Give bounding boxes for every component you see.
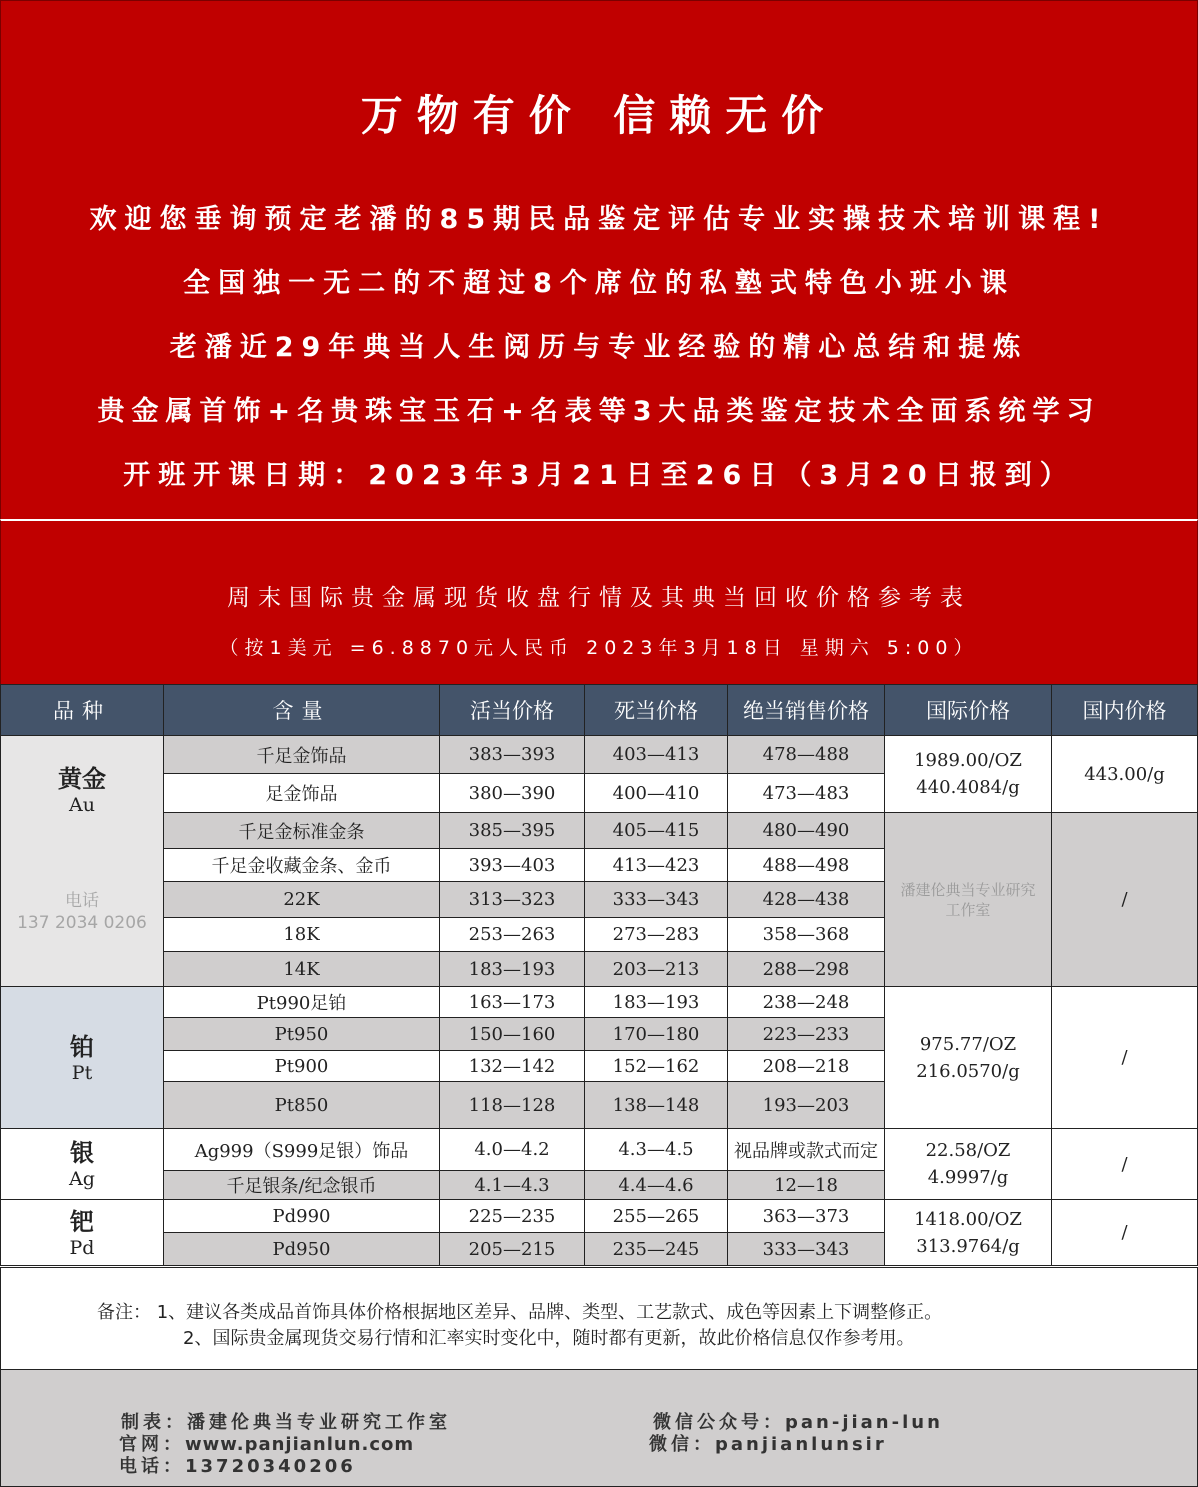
cell-live: 163—173 — [440, 987, 585, 1018]
footer-tel-value: 13720340206 — [185, 1456, 356, 1477]
category-platinum — [1, 987, 164, 1129]
cell-sale: 333—343 — [728, 1233, 885, 1266]
cell-live: 383—393 — [440, 736, 585, 774]
cell-intl — [885, 1129, 1052, 1200]
category-symbol: Pd — [69, 1236, 95, 1259]
cell-dead: 235—245 — [585, 1233, 728, 1266]
category-name: 铂 — [70, 1032, 94, 1061]
cell-sale: 428—438 — [728, 882, 885, 918]
header-variety: 品种 — [1, 685, 164, 736]
cell-dead: 255—265 — [585, 1200, 728, 1233]
cell-dead: 413—423 — [585, 849, 728, 882]
cell-content: 18K — [164, 918, 440, 952]
table-row — [1, 813, 1198, 849]
cell-sale: 193—203 — [728, 1082, 885, 1129]
cell-domestic: / — [1052, 813, 1198, 987]
table-title: 周末国际贵金属现货收盘行情及其典当回收价格参考表 — [227, 585, 971, 611]
footer-maker-label: 制表： — [121, 1412, 187, 1433]
cell-dead: 4.4—4.6 — [585, 1171, 728, 1200]
promo-line-3: 老潘近29年典当人生阅历与专业经验的精心总结和提炼 — [169, 332, 1029, 363]
cell-live: 385—395 — [440, 813, 585, 849]
cell-dead: 138—148 — [585, 1082, 728, 1129]
cell-live: 393—403 — [440, 849, 585, 882]
note-line-2: 2、国际贵金属现货交易行情和汇率实时变化中，随时都有更新，故此价格信息仅作参考用。 — [183, 1328, 915, 1349]
price-table — [0, 684, 1198, 1266]
promo-line-5: 开班开课日期：2023年3月21日至26日（3月20日报到） — [123, 460, 1075, 491]
table-row — [1, 987, 1198, 1018]
cell-content: Pd990 — [164, 1200, 440, 1233]
promo-banner — [0, 0, 1198, 520]
header-sale-price: 绝当销售价格 — [728, 685, 885, 736]
cell-sale: 488—498 — [728, 849, 885, 882]
promo-line-1: 欢迎您垂询预定老潘的85期民品鉴定评估专业实操技术培训课程! — [89, 204, 1109, 235]
footer-site-label: 官网： — [119, 1434, 185, 1455]
cell-intl — [885, 1200, 1052, 1266]
slogan: 万物有价 信赖无价 — [360, 91, 838, 140]
category-name: 银 — [70, 1139, 94, 1167]
cell-domestic: / — [1052, 1129, 1198, 1200]
footer-tel-label: 电话： — [119, 1456, 185, 1477]
cell-sale: 视品牌或款式而定 — [728, 1129, 885, 1171]
cell-content: 足金饰品 — [164, 774, 440, 813]
intl-g: 313.9764/g — [916, 1235, 1020, 1257]
cell-sale: 358—368 — [728, 918, 885, 952]
cell-sale: 288—298 — [728, 952, 885, 987]
category-symbol: Pt — [71, 1061, 93, 1084]
category-symbol: Ag — [69, 1168, 95, 1190]
cell-intl — [885, 736, 1052, 813]
table-row — [1, 1129, 1198, 1171]
cell-live: 132—142 — [440, 1051, 585, 1082]
cell-sale: 473—483 — [728, 774, 885, 813]
cell-live: 4.0—4.2 — [440, 1129, 585, 1171]
intl-oz: 22.58/OZ — [925, 1140, 1011, 1161]
cell-sale: 238—248 — [728, 987, 885, 1018]
footer-site-link[interactable]: www.panjianlun.com — [185, 1434, 415, 1455]
footer-wechat — [649, 1430, 887, 1456]
cell-content: Pt900 — [164, 1051, 440, 1082]
cell-dead: 405—415 — [585, 813, 728, 849]
table-title-band — [0, 519, 1198, 686]
footer-wechat-public-value: pan-jian-lun — [785, 1412, 943, 1433]
intl-oz: 1989.00/OZ — [914, 750, 1022, 771]
notes-box — [0, 1267, 1198, 1370]
phone-label: 电话 — [65, 891, 99, 911]
cell-sale: 363—373 — [728, 1200, 885, 1233]
cell-content: 千足金标准金条 — [164, 813, 440, 849]
cell-intl-watermark — [885, 813, 1052, 987]
cell-sale: 12—18 — [728, 1171, 885, 1200]
cell-content: Ag999（S999足银）饰品 — [164, 1129, 440, 1171]
intl-g: 4.9997/g — [927, 1167, 1009, 1188]
cell-live: 118—128 — [440, 1082, 585, 1129]
cell-content: Pt950 — [164, 1018, 440, 1051]
cell-dead: 170—180 — [585, 1018, 728, 1051]
category-palladium — [1, 1200, 164, 1266]
cell-content: Pd950 — [164, 1233, 440, 1266]
category-gold — [1, 736, 164, 987]
header-intl-price: 国际价格 — [885, 685, 1052, 736]
cell-sale: 478—488 — [728, 736, 885, 774]
cell-live: 313—323 — [440, 882, 585, 918]
cell-sale: 480—490 — [728, 813, 885, 849]
cell-domestic: 443.00/g — [1052, 736, 1198, 813]
category-name: 钯 — [70, 1207, 94, 1236]
cell-sale: 208—218 — [728, 1051, 885, 1082]
cell-live: 205—215 — [440, 1233, 585, 1266]
header-live-price: 活当价格 — [440, 685, 585, 736]
cell-domestic: / — [1052, 1200, 1198, 1266]
cell-content: 千足金饰品 — [164, 736, 440, 774]
cell-content: Pt990足铂 — [164, 987, 440, 1018]
footer-wechat-label: 微信： — [649, 1434, 715, 1455]
cell-dead: 152—162 — [585, 1051, 728, 1082]
category-symbol: Au — [69, 794, 95, 816]
footer-tel — [119, 1452, 356, 1478]
intl-oz: 975.77/OZ — [919, 1033, 1017, 1055]
footer-wechat-value: panjianlunsir — [715, 1434, 887, 1455]
header-content: 含量 — [164, 685, 440, 736]
watermark-line-1: 潘建伦典当专业研究 — [900, 880, 1036, 899]
promo-line-4: 贵金属首饰+名贵珠宝玉石+名表等3大品类鉴定技术全面系统学习 — [97, 396, 1101, 427]
header-dead-price: 死当价格 — [585, 685, 728, 736]
footer-wechat-public-label: 微信公众号： — [653, 1412, 785, 1433]
promo-line-2: 全国独一无二的不超过8个席位的私塾式特色小班小课 — [183, 268, 1015, 299]
category-silver — [1, 1129, 164, 1200]
table-row — [1, 736, 1198, 774]
cell-dead: 273—283 — [585, 918, 728, 952]
table-subtitle: （按1美元 =6.8870元人民币 2023年3月18日 星期六 5:00） — [219, 637, 979, 659]
cell-live: 253—263 — [440, 918, 585, 952]
cell-dead: 400—410 — [585, 774, 728, 813]
cell-live: 183—193 — [440, 952, 585, 987]
cell-live: 150—160 — [440, 1018, 585, 1051]
phone-watermark: 137 2034 0206 — [17, 913, 147, 933]
cell-dead: 403—413 — [585, 736, 728, 774]
cell-content: 千足银条/纪念银币 — [164, 1171, 440, 1200]
footer-maker-value: 潘建伦典当专业研究工作室 — [187, 1412, 451, 1433]
cell-live: 225—235 — [440, 1200, 585, 1233]
cell-dead: 203—213 — [585, 952, 728, 987]
header-row — [1, 685, 1198, 736]
cell-dead: 4.3—4.5 — [585, 1129, 728, 1171]
cell-content: Pt850 — [164, 1082, 440, 1129]
cell-content: 14K — [164, 952, 440, 987]
cell-sale: 223—233 — [728, 1018, 885, 1051]
table-row — [1, 1200, 1198, 1233]
cell-live: 4.1—4.3 — [440, 1171, 585, 1200]
cell-content: 千足金收藏金条、金币 — [164, 849, 440, 882]
cell-domestic: / — [1052, 987, 1198, 1129]
intl-g: 440.4084/g — [916, 777, 1020, 798]
note-line-1: 备注： 1、建议各类成品首饰具体价格根据地区差异、品牌、类型、工艺款式、成色等因素上下调整修正。 — [97, 1302, 943, 1323]
cell-live: 380—390 — [440, 774, 585, 813]
footer — [0, 1369, 1198, 1487]
intl-oz: 1418.00/OZ — [914, 1208, 1022, 1230]
header-domestic-price: 国内价格 — [1052, 685, 1198, 736]
cell-content: 22K — [164, 882, 440, 918]
cell-dead: 183—193 — [585, 987, 728, 1018]
cell-dead: 333—343 — [585, 882, 728, 918]
watermark-line-2: 工作室 — [945, 900, 991, 919]
cell-intl — [885, 987, 1052, 1129]
intl-g: 216.0570/g — [916, 1060, 1020, 1082]
category-name: 黄金 — [58, 765, 106, 793]
